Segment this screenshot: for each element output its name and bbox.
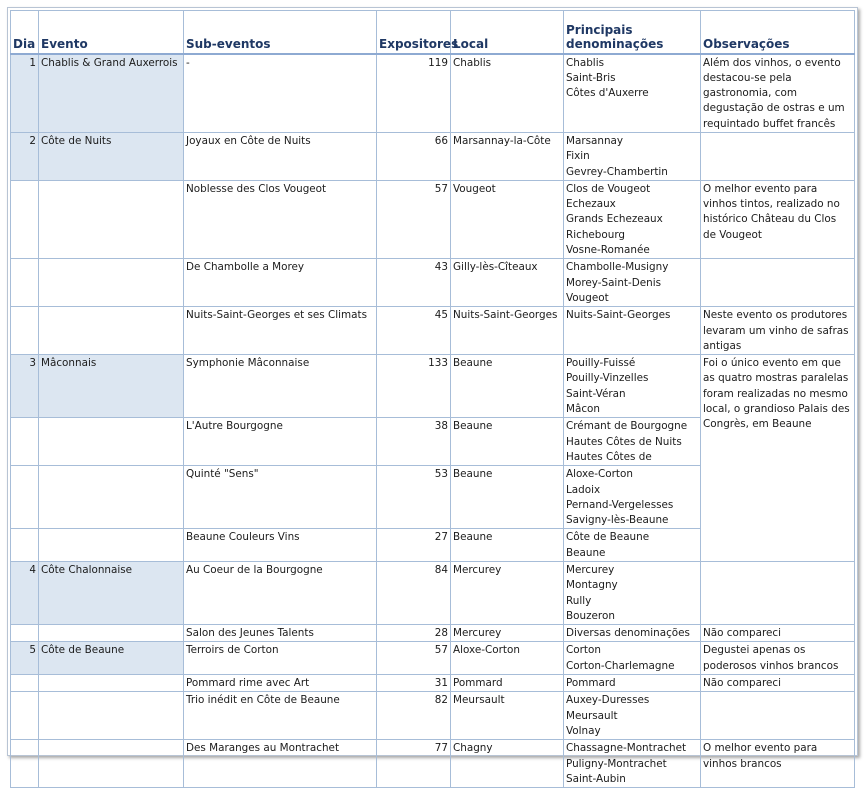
cell-sub-evento: Trio inédit en Côte de Beaune	[184, 692, 377, 740]
cell-denominacoes	[564, 259, 701, 307]
table-row	[11, 132, 855, 180]
cell-sub-evento: Au Coeur de la Bourgogne	[184, 562, 377, 625]
cell-sub-evento: Nuits-Saint-Georges et ses Climats	[184, 307, 377, 355]
table-row	[11, 625, 855, 642]
cell-denominacoes	[564, 625, 701, 642]
cell-evento	[39, 418, 184, 466]
cell-denominacoes	[564, 307, 701, 355]
cell-observacoes	[701, 692, 855, 740]
denominacao-item: Meursault	[566, 709, 618, 722]
table-row	[11, 259, 855, 307]
denominacao-item: Puligny-Montrachet	[566, 757, 667, 770]
denominacao-item: Hautes Côtes de Nuits	[566, 435, 682, 448]
table-row	[11, 642, 855, 675]
cell-denominacoes	[564, 418, 701, 466]
cell-observacoes: Foi o único evento em que as quatro mostras paralelas foram realizadas no mesmo local, o grandioso Palais des Congrès, em Beaune	[701, 355, 855, 562]
cell-sub-evento: Joyaux en Côte de Nuits	[184, 132, 377, 180]
header-evento: Evento	[39, 11, 184, 54]
cell-observacoes: Não compareci	[701, 675, 855, 692]
cell-denominacoes	[564, 355, 701, 418]
cell-local: Vougeot	[451, 180, 564, 258]
cell-local: Beaune	[451, 529, 564, 562]
cell-denominacoes	[564, 54, 701, 133]
cell-local: Chablis	[451, 54, 564, 133]
cell-sub-evento: Terroirs de Corton	[184, 642, 377, 675]
cell-dia	[11, 675, 39, 692]
header-local: Local	[451, 11, 564, 54]
cell-evento	[39, 529, 184, 562]
denominacao-item: Vougeot	[566, 291, 609, 304]
cell-sub-evento: -	[184, 54, 377, 133]
cell-expositores: 31	[377, 675, 451, 692]
denominacao-item: Volnay	[566, 724, 601, 737]
denominacao-item: Aloxe-Corton	[566, 468, 633, 481]
cell-expositores: 57	[377, 180, 451, 258]
denominacao-item: Côtes d'Auxerre	[566, 87, 649, 100]
denominacao-item: Hautes Côtes de	[566, 450, 652, 463]
cell-observacoes	[701, 132, 855, 180]
cell-expositores: 38	[377, 418, 451, 466]
cell-evento	[39, 692, 184, 740]
denominacao-item: Fixin	[566, 150, 590, 163]
cell-denominacoes	[564, 740, 701, 788]
denominacao-item: Echezaux	[566, 198, 616, 211]
header-sub-eventos: Sub-eventos	[184, 11, 377, 54]
denominacao-item: Saint-Bris	[566, 71, 616, 84]
cell-dia: 5	[11, 642, 39, 675]
denominacao-item: Saint-Aubin	[566, 772, 626, 785]
cell-dia: 4	[11, 562, 39, 625]
cell-expositores: 82	[377, 692, 451, 740]
denominacao-item: Chablis	[566, 56, 604, 69]
table-row	[11, 692, 855, 740]
denominacao-item: Richebourg	[566, 228, 626, 241]
cell-denominacoes	[564, 675, 701, 692]
cell-evento	[39, 259, 184, 307]
table-row	[11, 54, 855, 133]
cell-local: Meursault	[451, 692, 564, 740]
denominacao-item: Savigny-lès-Beaune	[566, 514, 669, 527]
header-denominacoes: Principais denominações	[564, 11, 701, 54]
denominacao-item: Pouilly-Vinzelles	[566, 372, 649, 385]
cell-denominacoes	[564, 562, 701, 625]
denominacao-item: Grands Echezeaux	[566, 213, 663, 226]
cell-evento: Chablis & Grand Auxerrois	[39, 54, 184, 133]
cell-local: Chagny	[451, 740, 564, 788]
table-row	[11, 740, 855, 788]
table-row	[11, 307, 855, 355]
cell-denominacoes	[564, 466, 701, 529]
spreadsheet-frame	[7, 7, 858, 785]
table-row	[11, 675, 855, 692]
events-table	[10, 10, 855, 788]
cell-dia	[11, 180, 39, 258]
cell-evento: Mâconnais	[39, 355, 184, 418]
denominacao-item: Crémant de Bourgogne	[566, 420, 688, 433]
cell-sub-evento: Beaune Couleurs Vins	[184, 529, 377, 562]
cell-observacoes: Degustei apenas os poderosos vinhos brancos	[701, 642, 855, 675]
cell-local: Mercurey	[451, 625, 564, 642]
denominacao-item: Auxey-Duresses	[566, 694, 650, 707]
cell-denominacoes	[564, 529, 701, 562]
cell-observacoes: Além dos vinhos, o evento destacou-se pela gastronomia, com degustação de ostras e um requintado buffet francês	[701, 54, 855, 133]
cell-local: Beaune	[451, 355, 564, 418]
cell-evento: Côte Chalonnaise	[39, 562, 184, 625]
denominacao-item: Beaune	[566, 546, 606, 559]
cell-sub-evento: Quinté "Sens"	[184, 466, 377, 529]
cell-expositores: 27	[377, 529, 451, 562]
cell-local: Aloxe-Corton	[451, 642, 564, 675]
denominacao-item: Pernand-Vergelesses	[566, 498, 674, 511]
cell-evento: Côte de Beaune	[39, 642, 184, 675]
denominacao-item: Côte de Beaune	[566, 531, 650, 544]
denominacao-item: Mercurey	[566, 564, 615, 576]
denominacao-item: Marsannay	[566, 134, 624, 147]
cell-local: Beaune	[451, 466, 564, 529]
table-row	[11, 180, 855, 258]
cell-dia	[11, 692, 39, 740]
cell-dia	[11, 625, 39, 642]
cell-expositores: 43	[377, 259, 451, 307]
header-dia: Dia	[11, 11, 39, 54]
cell-observacoes: O melhor evento para vinhos tintos, realizado no histórico Château du Clos de Vougeot	[701, 180, 855, 258]
cell-expositores: 84	[377, 562, 451, 625]
denominacao-item: Clos de Vougeot	[566, 182, 651, 195]
cell-evento	[39, 675, 184, 692]
denominacao-item: Mâcon	[566, 403, 600, 416]
cell-local: Marsannay-la-Côte	[451, 132, 564, 180]
cell-evento	[39, 740, 184, 788]
denominacao-item: Gevrey-Chambertin	[566, 165, 668, 178]
cell-dia	[11, 529, 39, 562]
cell-observacoes: Não compareci	[701, 625, 855, 642]
denominacao-item: Chassagne-Montrachet	[566, 742, 687, 755]
cell-sub-evento: Pommard rime avec Art	[184, 675, 377, 692]
cell-sub-evento: De Chambolle a Morey	[184, 259, 377, 307]
cell-expositores: 66	[377, 132, 451, 180]
cell-dia	[11, 307, 39, 355]
denominacao-item: Rully	[566, 594, 592, 607]
cell-sub-evento: Des Maranges au Montrachet	[184, 740, 377, 788]
table-row	[11, 562, 855, 625]
cell-denominacoes	[564, 180, 701, 258]
cell-expositores: 133	[377, 355, 451, 418]
denominacao-item: Morey-Saint-Denis	[566, 276, 662, 289]
cell-evento	[39, 180, 184, 258]
cell-evento: Côte de Nuits	[39, 132, 184, 180]
cell-sub-evento: Salon des Jeunes Talents	[184, 625, 377, 642]
cell-local: Beaune	[451, 418, 564, 466]
denominacao-item: Montagny	[566, 579, 618, 592]
cell-dia: 3	[11, 355, 39, 418]
cell-denominacoes	[564, 132, 701, 180]
cell-observacoes: Neste evento os produtores levaram um vinho de safras antigas	[701, 307, 855, 355]
header-observacoes: Observações	[701, 11, 855, 54]
denominacao-item: Pommard	[566, 677, 616, 690]
cell-denominacoes	[564, 642, 701, 675]
cell-expositores: 57	[377, 642, 451, 675]
cell-denominacoes	[564, 692, 701, 740]
cell-local: Mercurey	[451, 562, 564, 625]
cell-expositores: 77	[377, 740, 451, 788]
cell-dia: 2	[11, 132, 39, 180]
denominacao-item: Ladoix	[566, 483, 601, 496]
cell-dia	[11, 418, 39, 466]
cell-evento	[39, 307, 184, 355]
cell-observacoes	[701, 259, 855, 307]
cell-dia	[11, 740, 39, 788]
cell-expositores: 53	[377, 466, 451, 529]
cell-local: Gilly-lès-Cîteaux	[451, 259, 564, 307]
cell-sub-evento: Symphonie Mâconnaise	[184, 355, 377, 418]
cell-observacoes	[701, 562, 855, 625]
cell-expositores: 119	[377, 54, 451, 133]
denominacao-item: Diversas denominações	[566, 627, 690, 640]
denominacao-item: Corton-Charlemagne	[566, 659, 675, 672]
cell-observacoes: O melhor evento para vinhos brancos	[701, 740, 855, 788]
header-expositores: Expositores	[377, 11, 451, 54]
cell-sub-evento: L'Autre Bourgogne	[184, 418, 377, 466]
cell-expositores: 28	[377, 625, 451, 642]
cell-dia	[11, 466, 39, 529]
denominacao-item: Saint-Véran	[566, 387, 626, 400]
denominacao-item: Corton	[566, 644, 601, 657]
cell-expositores: 45	[377, 307, 451, 355]
cell-sub-evento: Noblesse des Clos Vougeot	[184, 180, 377, 258]
denominacao-item: Chambolle-Musigny	[566, 261, 669, 274]
cell-evento	[39, 625, 184, 642]
cell-evento	[39, 466, 184, 529]
denominacao-item: Bouzeron	[566, 609, 615, 622]
cell-local: Pommard	[451, 675, 564, 692]
cell-dia: 1	[11, 54, 39, 133]
denominacao-item: Vosne-Romanée	[566, 244, 650, 257]
denominacao-item: Nuits-Saint-Georges	[566, 309, 671, 322]
denominacao-item: Pouilly-Fuissé	[566, 357, 636, 370]
cell-local: Nuits-Saint-Georges	[451, 307, 564, 355]
cell-dia	[11, 259, 39, 307]
table-row	[11, 355, 855, 418]
